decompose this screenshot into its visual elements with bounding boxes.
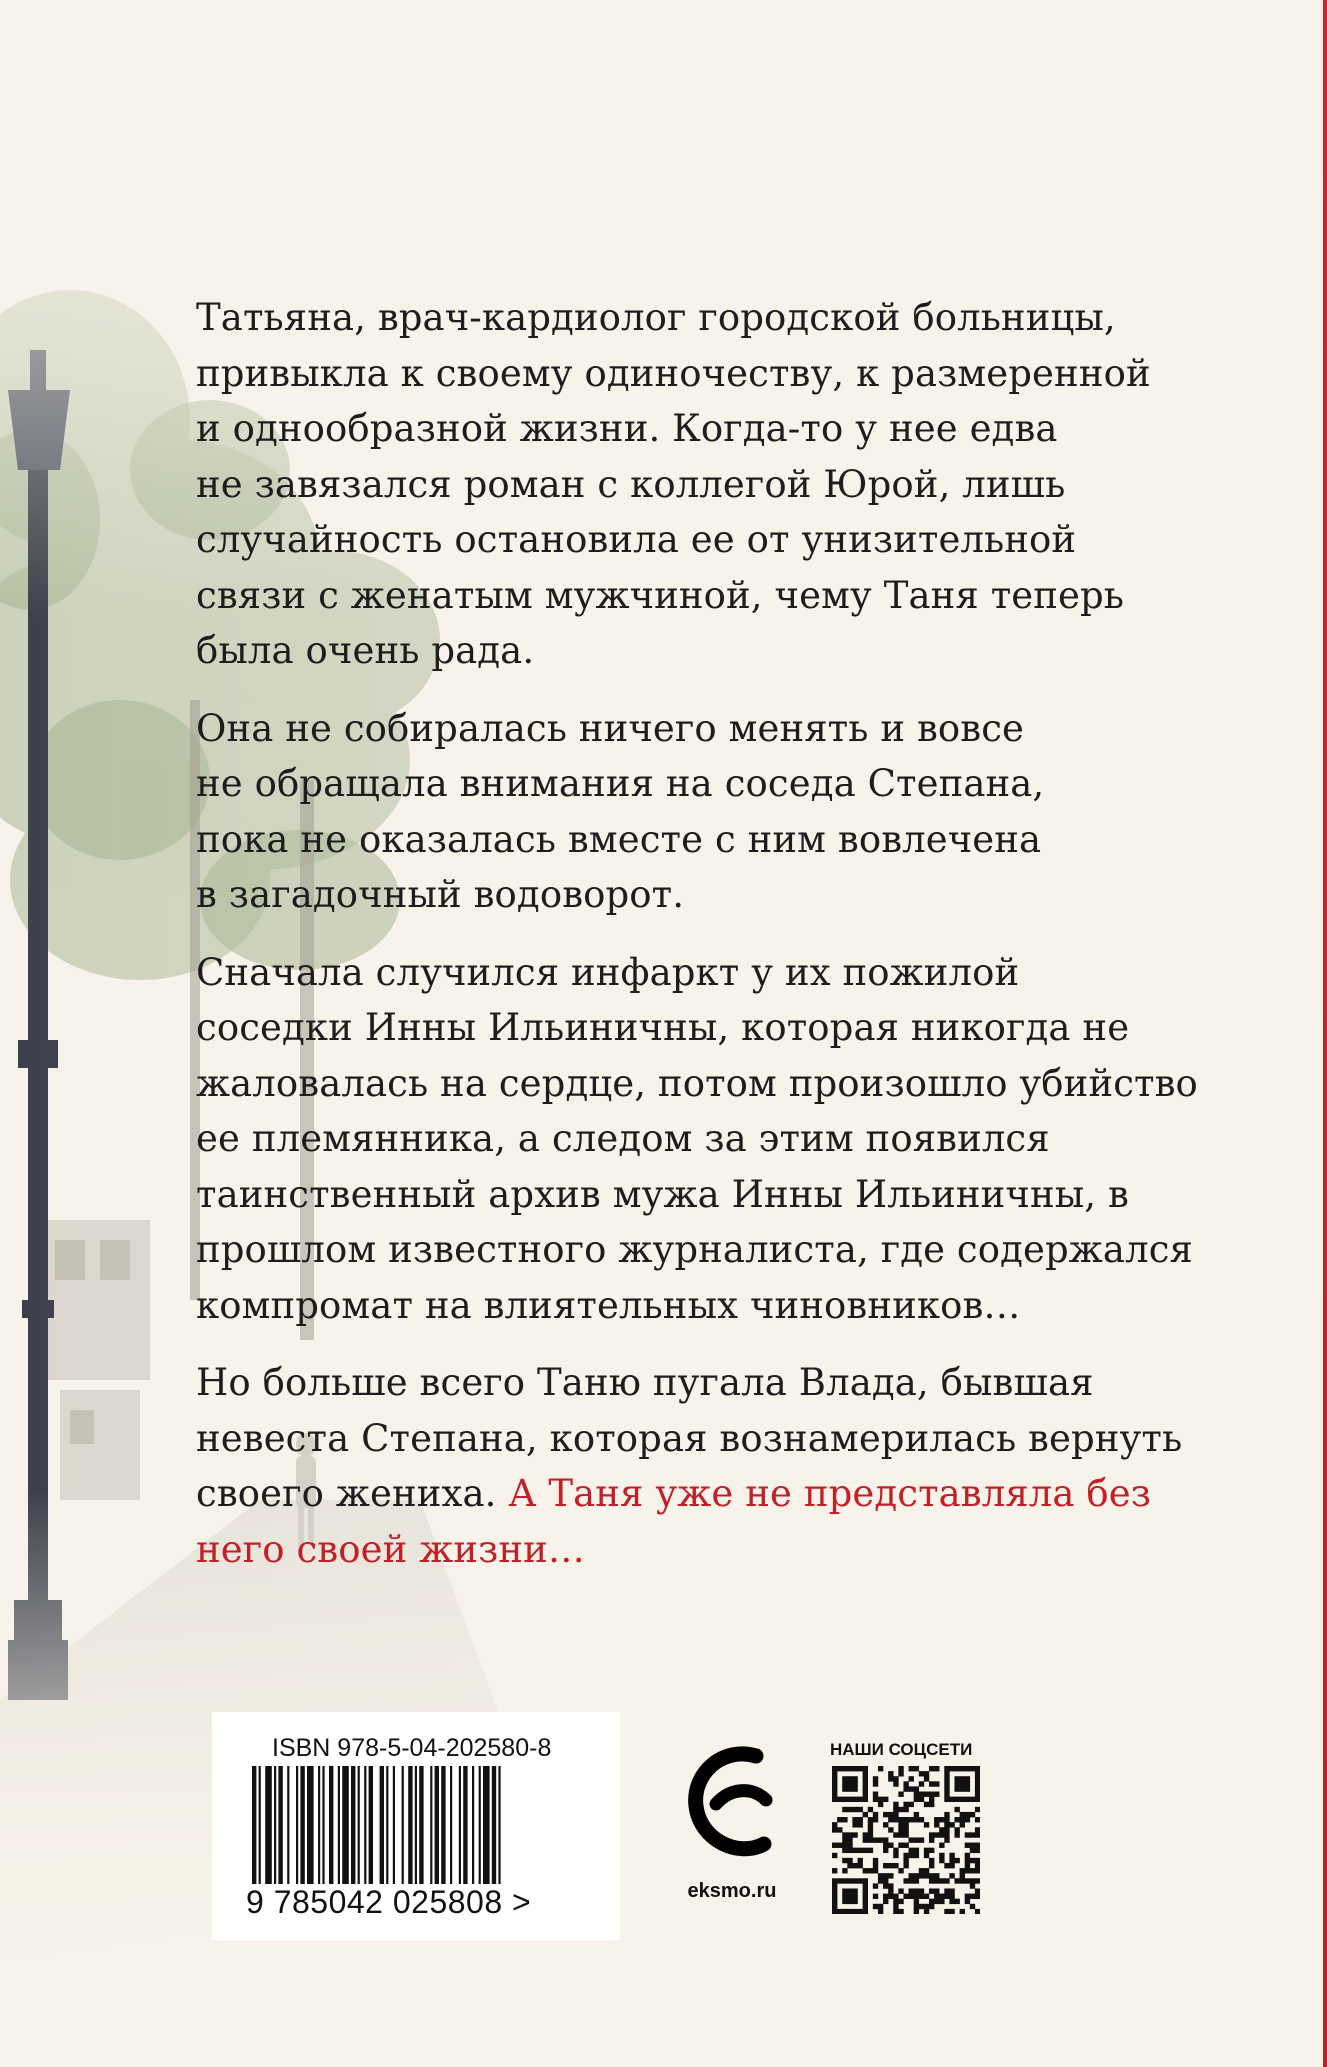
blurb-paragraph-4-text: Но больше всего Таню пугала Влада, бывшая невеста Степана, которая вознамерилась вернуть своего жениха. bbox=[196, 1361, 1183, 1515]
social-block bbox=[830, 1740, 990, 1918]
eksmo-logo-icon bbox=[686, 1740, 778, 1866]
blurb-paragraph-1: Татьяна, врач-кардиолог городской больницы, привыкла к своему одиночеству, к размеренной и однообразной жизни. Когда-то у нее едва не завязался роман с коллегой Юрой, лишь случайность остановила ее от унизительной связи с женатым мужчиной, чему Таня теперь была очень рада. bbox=[196, 296, 1151, 672]
publisher-block bbox=[672, 1740, 792, 1910]
blurb-paragraph-4 bbox=[196, 1355, 1276, 1577]
book-blurb bbox=[196, 290, 1276, 1599]
isbn-label: ISBN 978-5-04-202580-8 bbox=[272, 1734, 552, 1762]
barcode-icon bbox=[252, 1766, 582, 1884]
blurb-paragraph-3: Сначала случился инфаркт у их пожилой соседки Инны Ильиничны, которая никогда не жаловалась на сердце, потом произошло убийство ее племянника, а следом за этим появился таинственный архив мужа Инны Ильиничны, в прошлом известного журналиста, где содержался компромат на влиятельных чиновников… bbox=[196, 950, 1198, 1327]
publisher-url: eksmo.ru bbox=[687, 1880, 777, 1902]
qr-code-icon bbox=[832, 1766, 980, 1914]
social-label: НАШИ СОЦСЕТИ bbox=[830, 1740, 973, 1759]
blurb-paragraph-2: Она не собиралась ничего менять и вовсе не обращала внимания на соседа Степана, пока не оказалась вместе с ним вовлечена в загадочный водоворот. bbox=[196, 706, 1045, 916]
isbn-barcode-panel bbox=[212, 1712, 620, 1940]
spine-edge-stripe bbox=[1323, 0, 1327, 2067]
blurb-accent-text: А Таня уже не представляла без него своей жизни… bbox=[196, 1472, 1152, 1571]
barcode-digits: 9 785042 025808 > bbox=[246, 1884, 532, 1920]
